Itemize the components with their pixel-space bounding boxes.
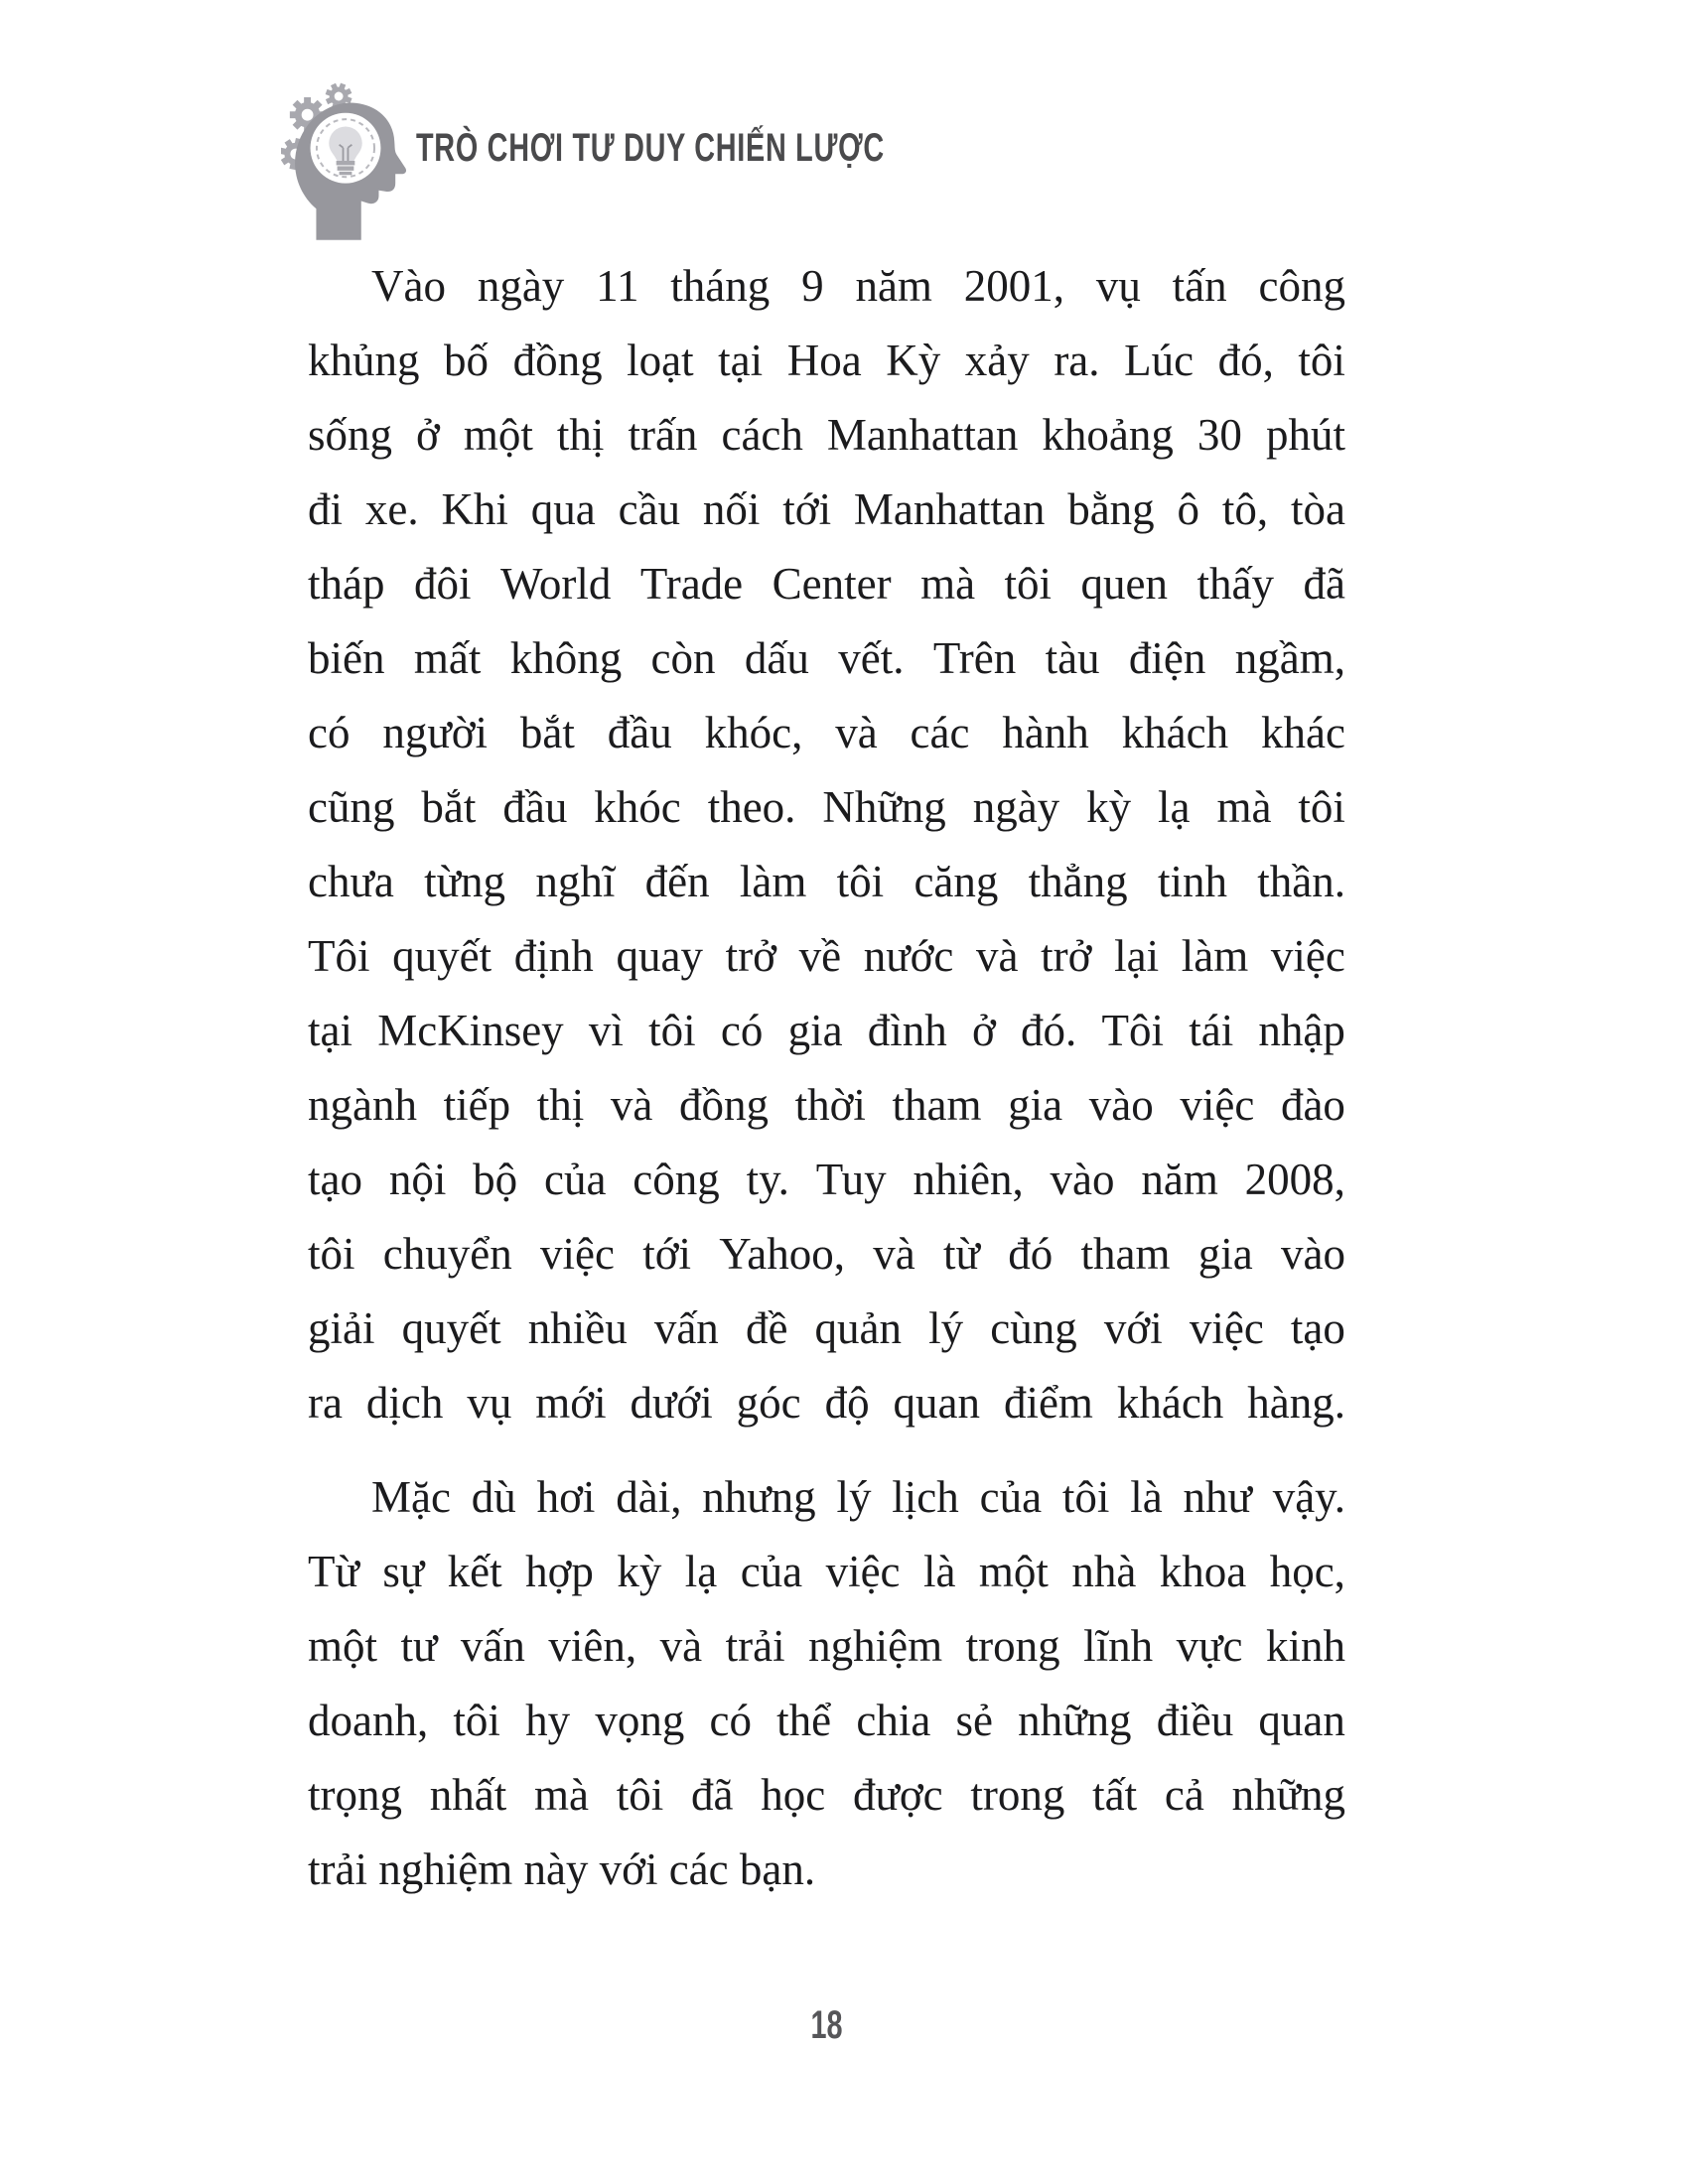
text-line: Tôi quyết định quay trở về nước và trở lại làm việc <box>308 931 1345 981</box>
text-line: ra dịch vụ mới dưới góc độ quan điểm khách hàng. <box>308 1378 1345 1428</box>
text-block <box>308 249 1345 1907</box>
head-gears-lightbulb-logo <box>281 79 408 240</box>
text-line: cũng bắt đầu khóc theo. Những ngày kỳ lạ mà tôi <box>308 782 1345 832</box>
page-number: 18 <box>810 2003 843 2047</box>
book-title: TRÒ CHƠI TƯ DUY CHIẾN LƯỢC <box>416 126 885 170</box>
text-line: Mặc dù hơi dài, nhưng lý lịch của tôi là như vậy. <box>371 1472 1345 1522</box>
text-line: ngành tiếp thị và đồng thời tham gia vào việc đào <box>308 1080 1345 1130</box>
text-line: giải quyết nhiều vấn đề quản lý cùng với việc tạo <box>308 1303 1345 1353</box>
text-line: biến mất không còn dấu vết. Trên tàu điện ngầm, <box>308 633 1345 683</box>
text-line: tháp đôi World Trade Center mà tôi quen thấy đã <box>308 559 1345 609</box>
text-line: trải nghiệm này với các bạn. <box>308 1844 816 1894</box>
text-line: tại McKinsey vì tôi có gia đình ở đó. Tôi tái nhập <box>308 1006 1345 1055</box>
text-line: doanh, tôi hy vọng có thể chia sẻ những điều quan <box>308 1696 1345 1745</box>
text-line: Vào ngày 11 tháng 9 năm 2001, vụ tấn công <box>371 261 1345 311</box>
paragraph <box>308 249 1345 1440</box>
text-line: trọng nhất mà tôi đã học được trong tất cả những <box>308 1770 1345 1820</box>
text-line: tôi chuyển việc tới Yahoo, và từ đó tham gia vào <box>308 1229 1345 1279</box>
text-line: Từ sự kết hợp kỳ lạ của việc là một nhà khoa học, <box>308 1547 1345 1596</box>
text-line: chưa từng nghĩ đến làm tôi căng thẳng tinh thần. <box>308 857 1345 906</box>
paragraph <box>308 1460 1345 1907</box>
text-line: đi xe. Khi qua cầu nối tới Manhattan bằng ô tô, tòa <box>308 484 1345 534</box>
page-header <box>0 0 1688 248</box>
text-line: có người bắt đầu khóc, và các hành khách khác <box>308 708 1345 757</box>
text-line: tạo nội bộ của công ty. Tuy nhiên, vào năm 2008, <box>308 1155 1345 1204</box>
text-line: một tư vấn viên, và trải nghiệm trong lĩnh vực kinh <box>308 1621 1345 1671</box>
text-line: sống ở một thị trấn cách Manhattan khoảng 30 phút <box>308 410 1345 460</box>
text-line: khủng bố đồng loạt tại Hoa Kỳ xảy ra. Lúc đó, tôi <box>308 336 1345 385</box>
